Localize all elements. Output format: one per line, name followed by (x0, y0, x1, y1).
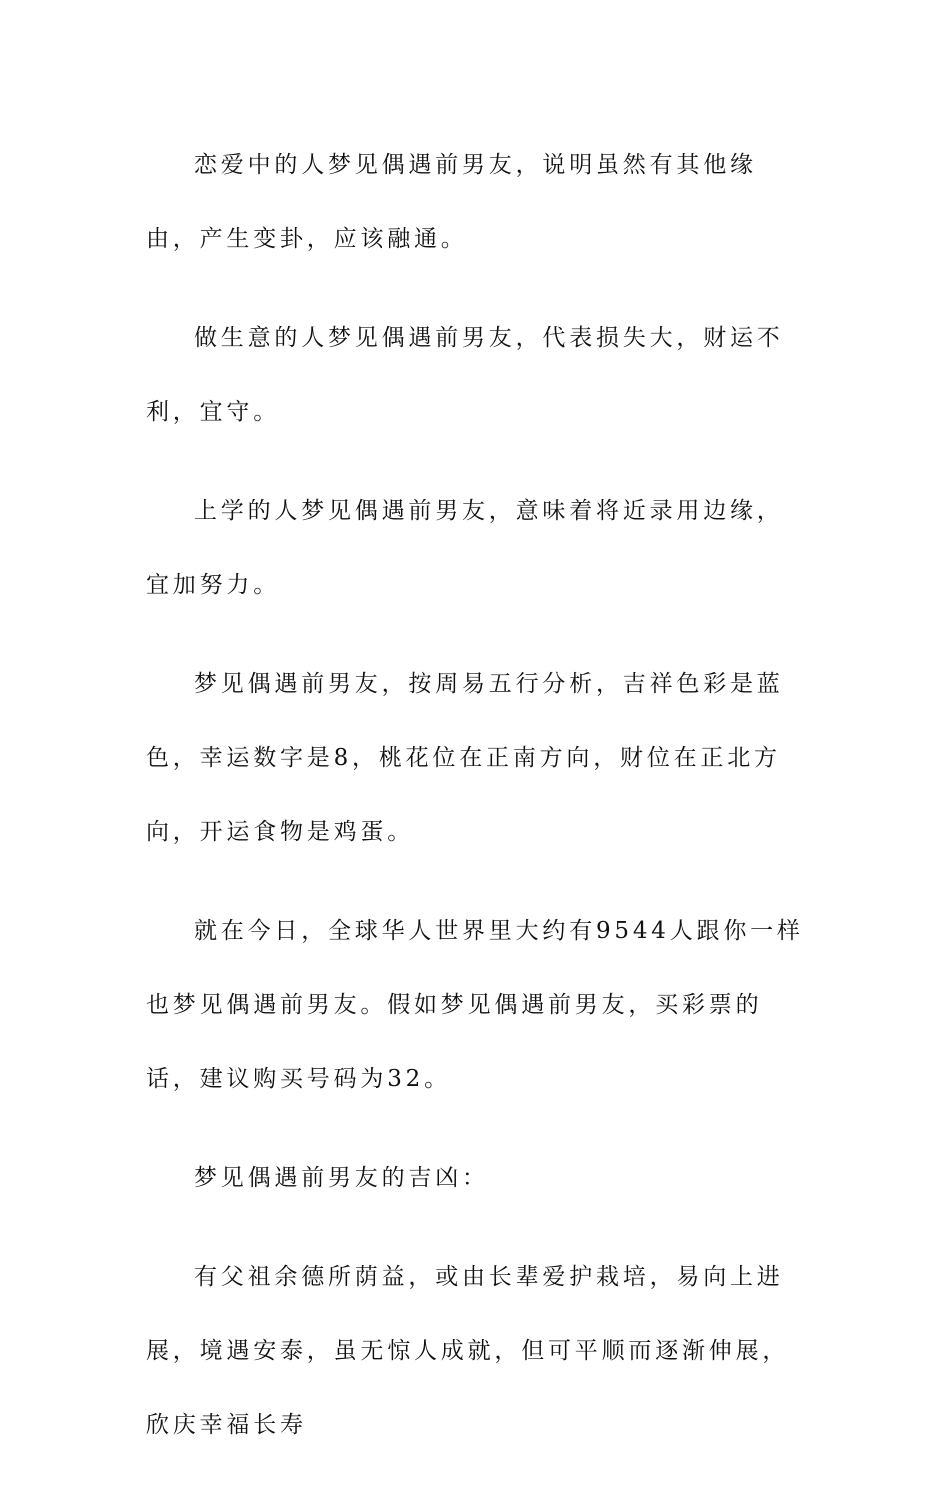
paragraph-today: 就在今日，全球华人世界里大约有9544人跟你一样也梦见偶遇前男友。假如梦见偶遇前男友，买彩票的话，建议购买号码为32。 (146, 918, 804, 1092)
paragraph-business: 做生意的人梦见偶遇前男友，代表损失大，财运不利，宜守。 (146, 325, 784, 425)
paragraph-study: 上学的人梦见偶遇前男友，意味着将近录用边缘，宜加努力。 (146, 498, 784, 598)
paragraph-fortune-heading: 梦见偶遇前男友的吉凶： (194, 1165, 489, 1191)
paragraph-five-elements: 梦见偶遇前男友，按周易五行分析，吉祥色彩是蓝色，幸运数字是8，桃花位在正南方向，财位在正北方向，开运食物是鸡蛋。 (146, 671, 784, 845)
paragraph-fortune-text: 有父祖余德所荫益，或由长辈爱护栽培，易向上进展，境遇安泰，虽无惊人成就，但可平顺而逐渐伸展，欣庆幸福长寿 (146, 1264, 790, 1438)
document-page (146, 128, 806, 1487)
paragraph-romance: 恋爱中的人梦见偶遇前男友，说明虽然有其他缘由，产生变卦，应该融通。 (146, 152, 757, 252)
